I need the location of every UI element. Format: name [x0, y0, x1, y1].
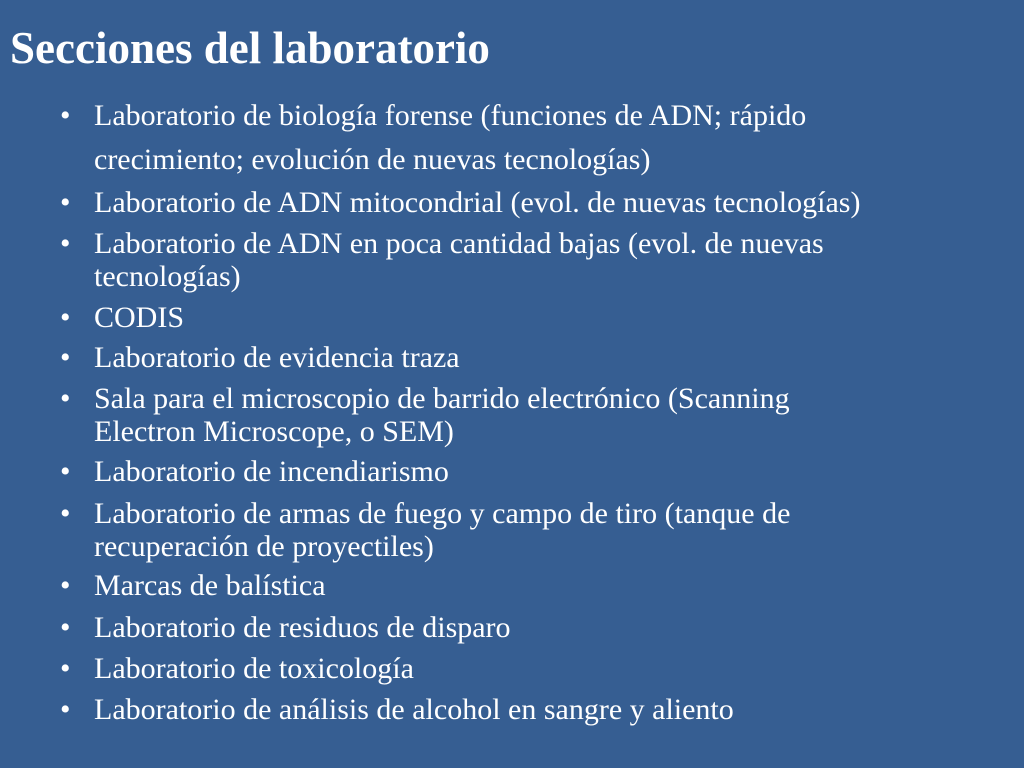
bullet-icon: • [60, 693, 71, 726]
bullet-icon: • [60, 301, 71, 334]
list-item-line: Laboratorio de evidencia traza [94, 341, 460, 374]
list-item [60, 338, 960, 378]
list-item-line: Marcas de balística [94, 569, 326, 602]
list-item-line: Laboratorio de ADN mitocondrial (evol. de nuevas tecnologías) [94, 186, 861, 219]
list-item-line: recuperación de proyectiles) [94, 530, 434, 563]
bullet-icon: • [60, 99, 71, 132]
list-item-line: Electron Microscope, o SEM) [94, 415, 454, 448]
list-item [60, 690, 960, 730]
list-item-line: Laboratorio de residuos de disparo [94, 611, 511, 644]
list-item-line: Laboratorio de análisis de alcohol en sangre y aliento [94, 693, 734, 726]
list-item [60, 227, 960, 293]
bullet-icon: • [60, 569, 71, 602]
list-item-line: CODIS [94, 301, 185, 334]
bullet-icon: • [60, 497, 71, 530]
list-item [60, 382, 960, 448]
list-item [60, 94, 960, 182]
list-item [60, 608, 960, 648]
bullet-icon: • [60, 455, 71, 488]
list-item-line: Laboratorio de ADN en poca cantidad bajas (evol. de nuevas [94, 227, 824, 260]
list-item-line: Sala para el microscopio de barrido electrónico (Scanning [94, 382, 790, 415]
list-item [60, 452, 960, 492]
list-item [60, 298, 960, 338]
list-item-line: Laboratorio de toxicología [94, 652, 414, 685]
bullet-icon: • [60, 341, 71, 374]
list-item-line: crecimiento; evolución de nuevas tecnologías) [94, 143, 651, 176]
bullet-icon: • [60, 611, 71, 644]
list-item [60, 566, 960, 606]
bullet-icon: • [60, 382, 71, 415]
bullet-icon: • [60, 652, 71, 685]
list-item-line: Laboratorio de armas de fuego y campo de tiro (tanque de [94, 497, 791, 530]
list-item-line: Laboratorio de biología forense (funciones de ADN; rápido [94, 99, 807, 132]
list-item-line: tecnologías) [94, 260, 241, 293]
list-item [60, 497, 960, 563]
list-item-line: Laboratorio de incendiarismo [94, 455, 449, 488]
list-item [60, 649, 960, 689]
list-item [60, 183, 960, 223]
slide-title: Secciones del laboratorio [10, 23, 490, 73]
bullet-icon: • [60, 227, 71, 260]
bullet-icon: • [60, 186, 71, 219]
